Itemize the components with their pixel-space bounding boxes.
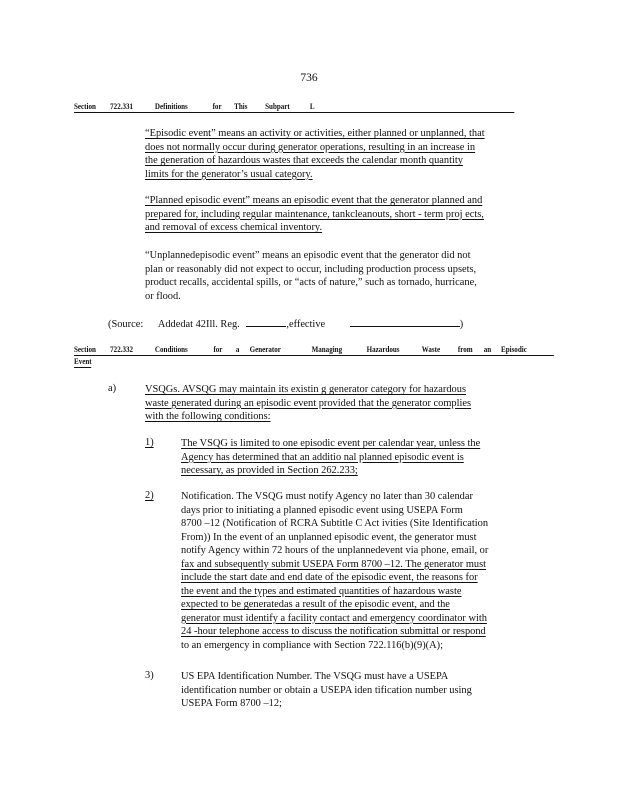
section-number: 722.332 <box>110 345 134 354</box>
section-title-word: for <box>212 102 222 111</box>
section-label: Section <box>74 102 96 111</box>
text-line: “Unplannedepisodic event” means an episodic event that the generator did not <box>145 250 471 261</box>
definition-unplanned-episodic-event <box>145 249 477 303</box>
section-label: Section <box>74 345 96 354</box>
text-line: USEPA Form 8700 –12; <box>181 698 282 709</box>
section-title-word: for <box>213 345 223 354</box>
text-line: and removal of excess chemical inventory. <box>145 222 323 233</box>
text-line: days prior to initiating a planned episodic event using USEPA Form <box>181 504 463 516</box>
page-number: 736 <box>300 72 318 84</box>
effective-date-blank <box>350 317 460 327</box>
text-line: the generation of hazardous wastes that exceeds the calendar month quantity <box>145 155 463 166</box>
text-line: plan or reasonably did not expect to occur, including production process upsets, <box>145 263 477 275</box>
text-line: VSQGs. AVSQG may maintain its existin g generator category for hazardous <box>145 384 466 395</box>
source-close: ) <box>459 319 464 330</box>
section-title-word: from <box>457 345 473 354</box>
text-line: fax and subsequently submit USEPA Form 8700 –12. The generator must <box>181 558 487 570</box>
text-line: 24 -hour telephone access to discuss the notification submittal or respond <box>181 626 486 637</box>
section-title-wrap: Event <box>74 357 92 366</box>
section-722-331-heading <box>74 101 514 113</box>
section-722-332-heading-wrap <box>74 356 91 368</box>
source-note <box>108 317 463 332</box>
text-line: the event and the types and estimated quantities of hazardous waste <box>181 585 462 597</box>
text-line: 8700 –12 (Notification of RCRA Subtitle C Act ivities (Site Identification <box>181 518 489 529</box>
item-3-label: 3) <box>145 670 154 681</box>
text-line: include the start date and end date of the episodic event, the reasons for <box>181 572 478 583</box>
text-line: US EPA Identification Number. The VSQG must have a USEPA <box>181 671 449 682</box>
section-title-word: Waste <box>421 345 441 354</box>
text-line: Notification. The VSQG must notify Agency no later than 30 calendar <box>181 491 473 502</box>
source-open: (Source: <box>108 319 144 330</box>
text-line: or flood. <box>145 290 181 302</box>
section-722-332-heading <box>74 344 554 356</box>
definition-planned-episodic-event <box>145 194 484 235</box>
text-line: does not normally occur during generator operations, resulting in an increase in <box>145 141 476 153</box>
text-line: prepared for, including regular maintenance, tankcleanouts, short - term proj ects, <box>145 208 484 220</box>
text-line: “Episodic event” means an activity or activities, either planned or unplanned, that <box>145 128 485 139</box>
text-line: The VSQG is limited to one episodic event per calendar year, unless the <box>181 438 481 449</box>
section-title-word: an <box>483 345 492 354</box>
section-title-word: This <box>234 102 248 111</box>
text-line: Agency has determined that an additio nal planned episodic event is <box>181 451 464 463</box>
section-title-word: Subpart <box>265 102 290 111</box>
section-number: 722.331 <box>110 102 134 111</box>
section-title-word: Episodic <box>501 345 527 354</box>
text-line: generator must identify a facility contact and emergency coordinator with <box>181 612 487 624</box>
text-line: expected to be generatedas a result of the episodic event, and the <box>181 599 450 610</box>
item-3-text <box>181 670 472 711</box>
section-title-word: Managing <box>311 345 343 354</box>
subsection-a-text <box>145 383 471 424</box>
section-title-word: Hazardous <box>366 345 400 354</box>
item-1-label: 1) <box>145 437 154 448</box>
text-line: From)) In the event of an unplanned episodic event, the generator must <box>181 531 477 543</box>
text-line: necessary, as provided in Section 262.233; <box>181 465 358 476</box>
item-1-text <box>181 437 480 478</box>
item-2-label: 2) <box>145 490 154 501</box>
definition-episodic-event <box>145 127 485 181</box>
text-line: identification number or obtain a USEPA iden tification number using <box>181 684 472 696</box>
source-added: Addedat 42Ill. Reg. <box>157 319 240 330</box>
register-blank <box>246 317 286 327</box>
item-2-text <box>181 490 488 652</box>
text-line: product recalls, accidental spills, or “acts of nature,” such as tornado, hurricane, <box>145 277 477 288</box>
text-line: with the following conditions: <box>145 411 271 422</box>
section-title-word: Conditions <box>154 345 188 354</box>
subsection-a-label: a) <box>108 383 117 394</box>
section-title-word: a <box>235 345 240 354</box>
text-line: waste generated during an episodic event provided that the generator complies <box>145 397 472 409</box>
text-line: notify Agency within 72 hours of the unplannedevent via phone, email, or <box>181 545 489 556</box>
section-title-word: Definitions <box>154 102 188 111</box>
source-effective: ,effective <box>286 319 326 330</box>
text-line: “Planned episodic event” means an episodic event that the generator planned and <box>145 195 483 206</box>
text-line: to an emergency in compliance with Section 722.116(b)(9)(A); <box>181 639 443 651</box>
section-title-word: L <box>309 102 315 111</box>
text-line: limits for the generator’s usual category. <box>145 168 313 180</box>
section-title-word: Generator <box>249 345 281 354</box>
